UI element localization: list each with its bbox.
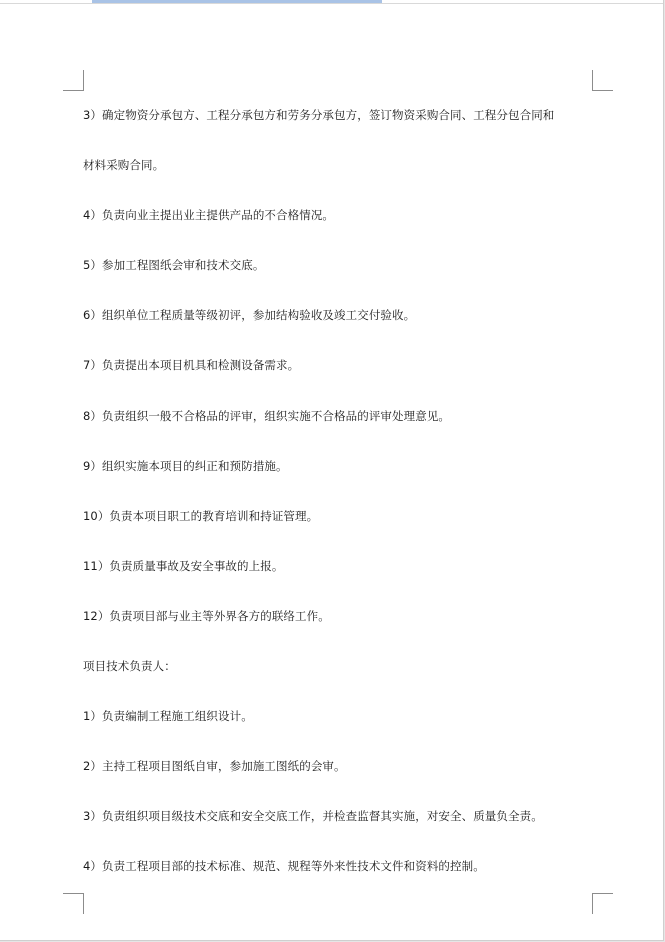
text-line: 1）负责编制工程施工组织设计。 (83, 709, 253, 724)
margin-corner-mark-bottom-left (63, 893, 84, 914)
text-line: 材料采购合同。 (83, 158, 165, 173)
document-body[interactable] (83, 104, 598, 906)
text-line: 9）组织实施本项目的纠正和预防措施。 (83, 458, 288, 473)
text-line: 3）确定物资分承包方、工程分承包方和劳务分承包方，签订物资采购合同、工程分包合同和 (83, 108, 555, 122)
text-line: 12）负责项目部与业主等外界各方的联络工作。 (83, 608, 330, 623)
text-line: 6）组织单位工程质量等级初评，参加结构验收及竣工交付验收。 (83, 308, 416, 323)
text-line: 8）负责组织一般不合格品的评审，组织实施不合格品的评审处理意见。 (83, 408, 451, 423)
margin-corner-mark-top-right (592, 70, 613, 91)
text-line: 10）负责本项目职工的教育培训和持证管理。 (83, 508, 319, 523)
top-divider (0, 3, 663, 4)
text-line: 4）负责向业主提出业主提供产品的不合格情况。 (83, 208, 335, 223)
text-line: 5）参加工程图纸会审和技术交底。 (83, 258, 265, 273)
text-line: 3）负责组织项目级技术交底和安全交底工作，并检查监督其实施，对安全、质量负全责。 (83, 809, 543, 824)
margin-corner-mark-top-left (63, 70, 84, 91)
text-line: 7）负责提出本项目机具和检测设备需求。 (83, 358, 300, 373)
text-line: 2）主持工程项目图纸自审，参加施工图纸的会审。 (83, 759, 346, 774)
text-line: 11）负责质量事故及安全事故的上报。 (83, 558, 284, 573)
text-line: 4）负责工程项目部的技术标准、规范、规程等外来性技术文件和资料的控制。 (83, 859, 485, 874)
section-heading: 项目技术负责人： (83, 659, 176, 674)
